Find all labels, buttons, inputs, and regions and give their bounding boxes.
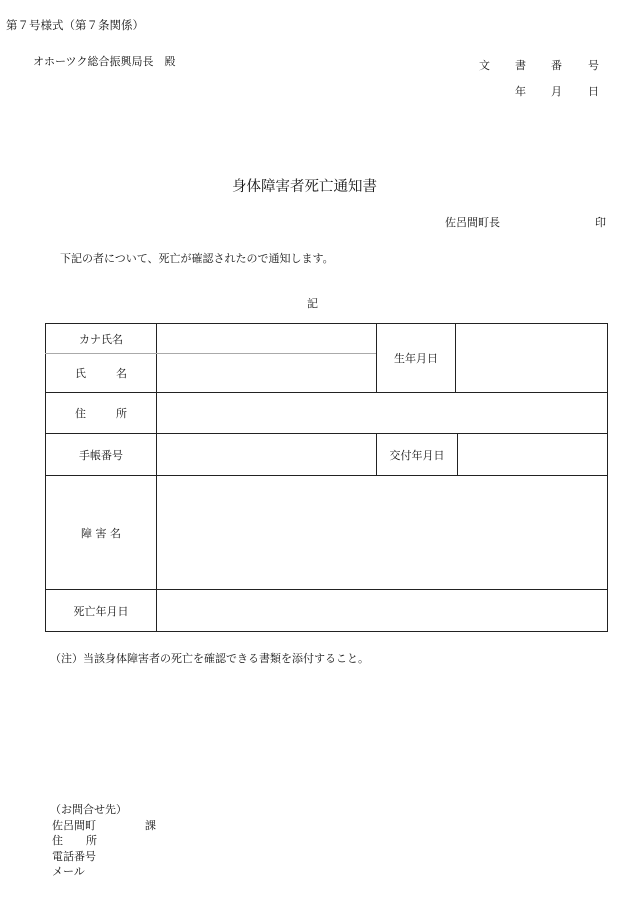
addressee: オホーツク総合振興局長 殿: [33, 55, 176, 68]
contact-phone-label: 電話番号: [52, 850, 96, 863]
contact-address-label: [52, 832, 97, 848]
name-label: [46, 354, 156, 392]
form-number: 第７号様式（第７条関係）: [6, 18, 144, 32]
name-field[interactable]: [157, 354, 376, 392]
kana-name-label: カナ氏名: [79, 332, 123, 346]
contact-address-char: 所: [86, 834, 97, 847]
contact-town: 佐呂間町: [52, 819, 96, 832]
note: （注）当該身体障害者の死亡を確認できる書類を添付すること。: [50, 652, 369, 665]
disability-name-label: 障 害 名: [81, 526, 121, 540]
handbook-number-field[interactable]: [157, 434, 376, 475]
issue-date-label: 交付年月日: [389, 448, 445, 462]
document-title: 身体障害者死亡通知書: [232, 179, 377, 195]
date-month: 月: [551, 85, 562, 98]
contact-mail-label: メール: [52, 865, 85, 878]
seal-mark: 印: [595, 216, 606, 229]
date-year: 年: [515, 85, 526, 98]
doc-char: 号: [588, 59, 599, 72]
contact-section: 課: [145, 819, 156, 832]
contact-heading: （お問合せ先）: [50, 803, 127, 816]
doc-char: 書: [515, 59, 526, 72]
date-day: 日: [588, 85, 599, 98]
name-label-char: 名: [116, 367, 127, 380]
handbook-number-label: 手帳番号: [79, 448, 123, 462]
doc-char: 文: [479, 59, 490, 72]
death-date-field[interactable]: [157, 590, 607, 631]
disability-name-field[interactable]: [157, 476, 607, 589]
address-label: [46, 393, 156, 433]
name-label-char: 氏: [75, 367, 86, 380]
address-label-char: 所: [116, 407, 127, 420]
death-date-label: 死亡年月日: [73, 604, 129, 618]
address-label-char: 住: [75, 407, 86, 420]
doc-char: 番: [551, 59, 562, 72]
birth-date-label: 生年月日: [394, 352, 438, 365]
birth-date-field[interactable]: [456, 324, 607, 392]
contact-address-char: 住: [52, 834, 63, 847]
issue-date-field[interactable]: [458, 434, 607, 475]
address-field[interactable]: [157, 393, 607, 433]
body-text: 下記の者について、死亡が確認されたので通知します。: [60, 252, 334, 265]
kana-name-field[interactable]: [157, 324, 376, 353]
ki-label: 記: [307, 297, 318, 310]
sender: 佐呂間町長: [445, 216, 500, 229]
